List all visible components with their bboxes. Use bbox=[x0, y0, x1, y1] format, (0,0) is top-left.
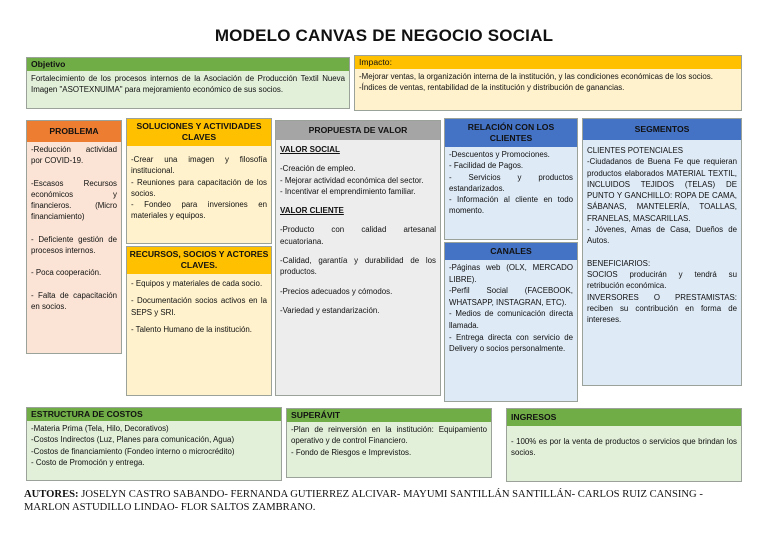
ingresos-text: - 100% es por la venta de productos o servicios que brindan los socios. bbox=[511, 437, 737, 458]
ingresos-header: INGRESOS bbox=[507, 409, 741, 426]
impacto-body bbox=[355, 69, 741, 96]
propuesta-item: - Mejorar actividad económica del sector. bbox=[280, 175, 424, 185]
canales-header: CANALES bbox=[445, 243, 577, 260]
canales-body bbox=[445, 260, 577, 357]
relacion-header: RELACIÓN CON LOS CLIENTES bbox=[445, 119, 577, 147]
recursos-header: RECURSOS, SOCIOS Y ACTORES CLAVES. bbox=[127, 247, 271, 274]
impacto-header: Impacto: bbox=[355, 56, 741, 69]
ingresos-box bbox=[506, 408, 742, 482]
canales-item: - Entrega directa con servicio de Delivery o socios personalmente. bbox=[449, 332, 573, 354]
beneficiarios-title: BENEFICIARIOS: bbox=[587, 258, 651, 268]
propuesta-item: -Precios adecuados y cómodos. bbox=[280, 286, 393, 296]
estructura-item: - Costo de Promoción y entrega. bbox=[31, 457, 145, 467]
problema-item: - Falta de capacitación en socios. bbox=[31, 290, 117, 311]
relacion-item: - Información al cliente en todo momento. bbox=[449, 195, 573, 216]
propuesta-header: PROPUESTA DE VALOR bbox=[276, 121, 440, 140]
estructura-item: -Costos de financiamiento (Fondeo interno o microcrédito) bbox=[31, 446, 235, 456]
impacto-line: -Índices de ventas, rentabilidad de la institución y distribución de ganancias. bbox=[359, 83, 625, 93]
superavit-box bbox=[286, 408, 492, 478]
soluciones-item: -Crear una imagen y filosofía institucional. bbox=[131, 155, 267, 176]
soluciones-header: SOLUCIONES Y ACTIVIDADES CLAVES bbox=[127, 119, 271, 146]
recursos-item: - Equipos y materiales de cada socio. bbox=[131, 279, 263, 288]
authors-label: AUTORES: bbox=[24, 489, 79, 500]
problema-item: -Reducción actividad por COVID-19. bbox=[31, 145, 117, 166]
recursos-item: - Documentación socios activos en la SEPS y SRI. bbox=[131, 296, 267, 317]
soluciones-item: - Reuniones para capacitación de los socios. bbox=[131, 177, 267, 198]
segmentos-box bbox=[582, 118, 742, 386]
relacion-item: -Descuentos y Promociones. bbox=[449, 150, 550, 159]
propuesta-body bbox=[276, 140, 440, 318]
superavit-item: - Fondo de Riesgos e Imprevistos. bbox=[291, 447, 412, 457]
segmentos-item: - Jóvenes, Amas de Casa, Dueños de Autos. bbox=[587, 225, 737, 246]
superavit-body bbox=[287, 422, 491, 460]
relacion-item: - Servicios y productos estandarizados. bbox=[449, 172, 573, 193]
estructura-item: -Materia Prima (Tela, Hilo, Decorativos) bbox=[31, 424, 169, 433]
authors-names: JOSELYN CASTRO SABANDO- FERNANDA GUTIERREZ ALCIVAR- MAYUMI SANTILLÁN SANTILLÁN- CARLOS RUIZ CANSING - MARLON ASTUDILLO LINDAO- FLOR SALTOS ZAMBRANO. bbox=[24, 489, 703, 513]
propuesta-item: - Incentivar el emprendimiento familiar. bbox=[280, 186, 416, 196]
superavit-header: SUPERÁVIT bbox=[287, 409, 491, 422]
recursos-item: - Talento Humano de la institución. bbox=[131, 324, 252, 334]
canales-box bbox=[444, 242, 578, 402]
soluciones-item: - Fondeo para inversiones en materiales y equipos. bbox=[131, 200, 267, 221]
soluciones-body bbox=[127, 146, 271, 224]
page-title: MODELO CANVAS DE NEGOCIO SOCIAL bbox=[214, 26, 554, 45]
impacto-box bbox=[354, 55, 742, 111]
canales-item: -Perfil Social (FACEBOOK, WHATSAPP, INSTAGRAN, ETC). bbox=[449, 286, 573, 307]
propuesta-item: -Producto con calidad artesanal ecuatoriana. bbox=[280, 225, 436, 246]
clientes-potenciales-title: CLIENTES POTENCIALES bbox=[587, 146, 684, 155]
problema-item: - Deficiente gestión de procesos internos. bbox=[31, 234, 117, 256]
estructura-header: ESTRUCTURA DE COSTOS bbox=[27, 408, 281, 421]
propuesta-item: -Variedad y estandarización. bbox=[280, 305, 380, 315]
relacion-body bbox=[445, 147, 577, 219]
valor-social-subtitle: VALOR SOCIAL bbox=[280, 145, 340, 154]
problema-header: PROBLEMA bbox=[27, 121, 121, 142]
problema-item: -Escasos Recursos económicos y financieros. (Micro financiamiento) bbox=[31, 178, 117, 222]
authors-line bbox=[24, 488, 746, 514]
estructura-box bbox=[26, 407, 282, 481]
segmentos-header: SEGMENTOS bbox=[583, 119, 741, 140]
superavit-item: -Plan de reinversión en la institución: Equipamiento operativo y de control Financiero. bbox=[291, 425, 487, 446]
relacion-item: - Facilidad de Pagos. bbox=[449, 161, 524, 171]
recursos-body bbox=[127, 274, 271, 337]
segmentos-item: SOCIOS producirán y tendrá su retribución económica. bbox=[587, 269, 737, 291]
objetivo-text: Fortalecimiento de los procesos internos de la Asociación de Producción Textil Nueva Imagen "ASOTEXNUIMA" para mejoramiento económico de sus socios. bbox=[31, 74, 345, 95]
propuesta-item: -Creación de empleo. bbox=[280, 164, 356, 174]
segmentos-body bbox=[583, 140, 741, 327]
objetivo-box bbox=[26, 57, 350, 109]
objetivo-header: Objetivo bbox=[27, 58, 349, 71]
propuesta-item: -Calidad, garantía y durabilidad de los productos. bbox=[280, 256, 436, 277]
recursos-box bbox=[126, 246, 272, 396]
canales-item: -Páginas web (OLX, MERCADO LIBRE). bbox=[449, 263, 573, 284]
problema-body bbox=[27, 142, 121, 314]
segmentos-item: INVERSORES O PRESTAMISTAS: reciben su contribución en forma de intereses. bbox=[587, 292, 737, 325]
valor-cliente-subtitle: VALOR CLIENTE bbox=[280, 206, 344, 216]
soluciones-box bbox=[126, 118, 272, 244]
problema-box bbox=[26, 120, 122, 354]
impacto-line: -Mejorar ventas, la organización interna de la institución, y las condiciones económicas de los socios. bbox=[359, 72, 713, 81]
propuesta-box bbox=[275, 120, 441, 396]
problema-item: - Poca cooperación. bbox=[31, 268, 102, 278]
relacion-box bbox=[444, 118, 578, 240]
canales-item: - Medios de comunicación directa llamada. bbox=[449, 309, 573, 330]
estructura-item: -Costos Indirectos (Luz, Planes para comunicación, Agua) bbox=[31, 435, 235, 445]
estructura-body bbox=[27, 421, 281, 470]
segmentos-item: -Ciudadanos de Buena Fe que requieran productos elaborados MATERIAL TEXTIL, INCLUIDOS TEJIDOS (TELAS) DE PUNTO Y GANCHILLO: ROPA DE CAMA, SÁBANAS, MANTELERÍA, TOALLAS, FRANELAS, MASCARILLAS. bbox=[587, 157, 737, 223]
